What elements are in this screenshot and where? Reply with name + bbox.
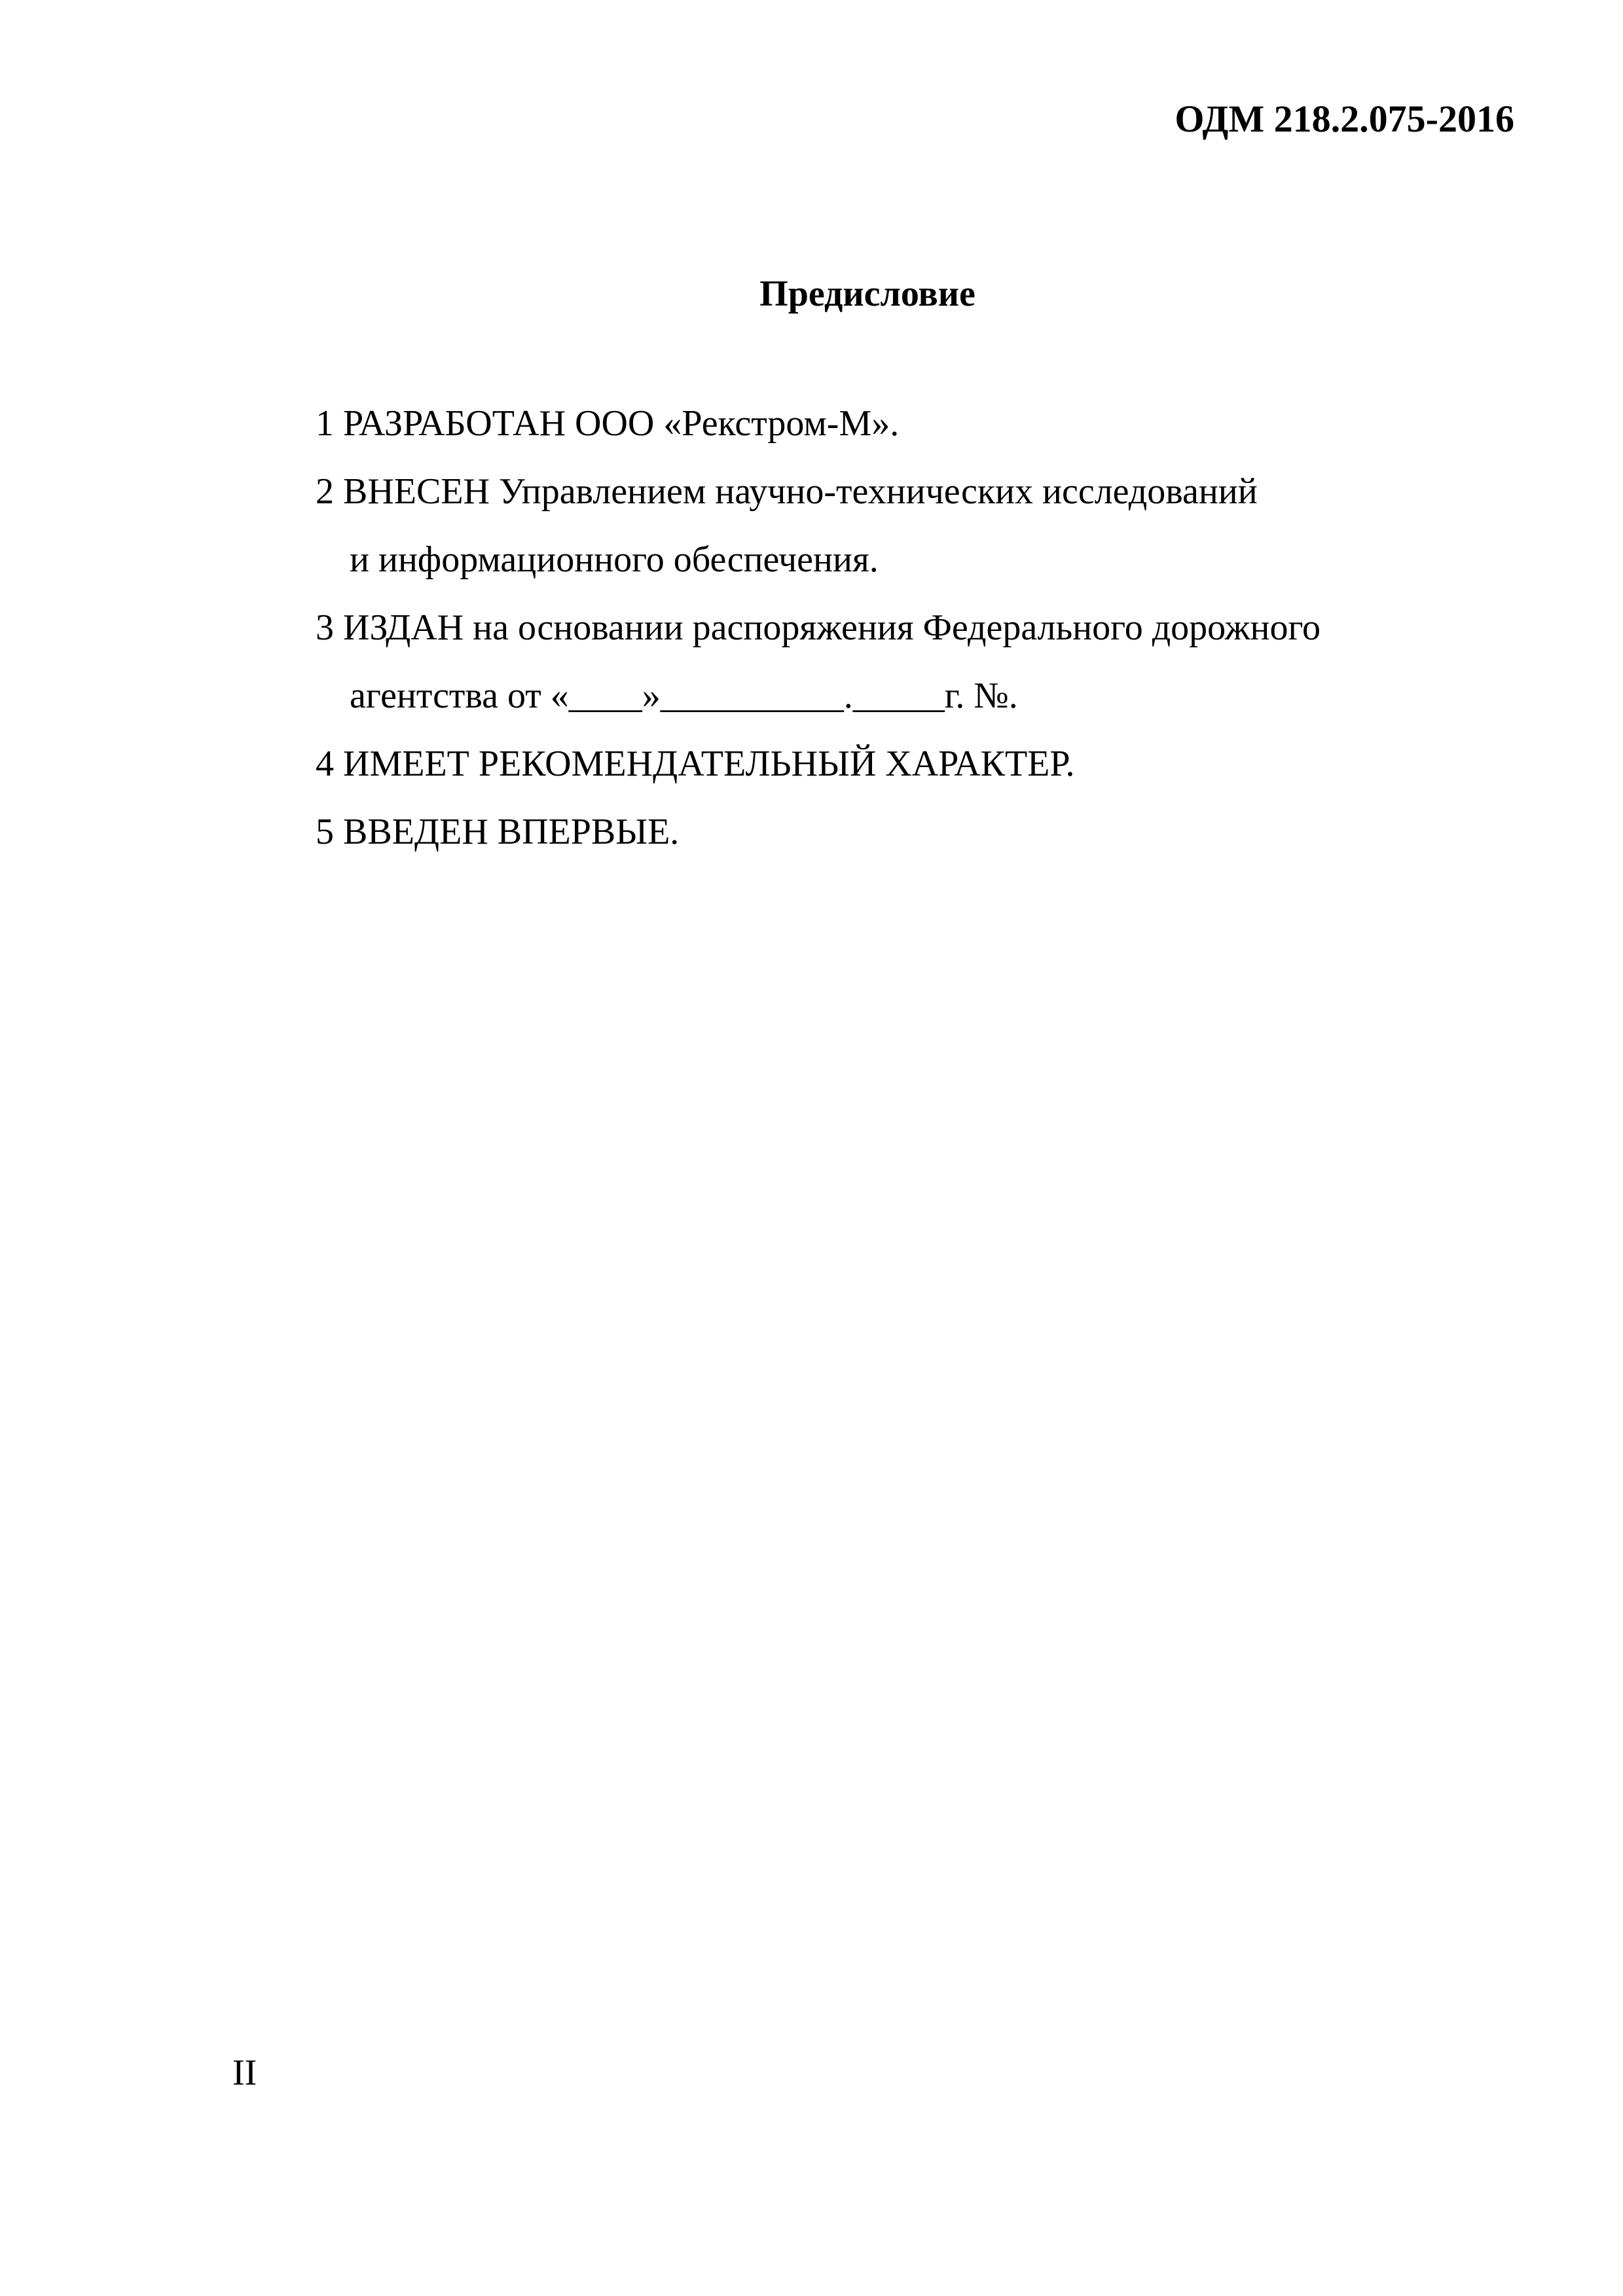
preface-item-text: 2 ВНЕСЕН Управлением научно-технических исследований: [316, 471, 1258, 512]
preface-item-continuation: и информационного обеспечения.: [350, 539, 879, 580]
preface-item-4: [316, 730, 1559, 798]
preface-item-text: 4 ИМЕЕТ РЕКОМЕНДАТЕЛЬНЫЙ ХАРАКТЕР.: [316, 744, 1075, 784]
document-code: ОДМ 218.2.075-2016: [1175, 98, 1514, 140]
preface-item-3: [316, 594, 1559, 730]
preface-item-continuation: агентства от «____»__________._____г. №.: [350, 675, 1018, 716]
preface-item-text: 1 РАЗРАБОТАН ООО «Рекстром-М».: [316, 403, 900, 444]
preface-item-text: 5 ВВЕДЕН ВПЕРВЫЕ.: [316, 812, 680, 852]
preface-item-1: [316, 389, 1559, 457]
preface-item-text: 3 ИЗДАН на основании распоряжения Федерального дорожного: [316, 607, 1321, 648]
preface-item-5: [316, 798, 1559, 866]
preface-item-2: [316, 457, 1559, 594]
page-number: II: [232, 2053, 257, 2093]
preface-list: [316, 389, 1559, 866]
page-title: Предисловие: [759, 274, 976, 314]
